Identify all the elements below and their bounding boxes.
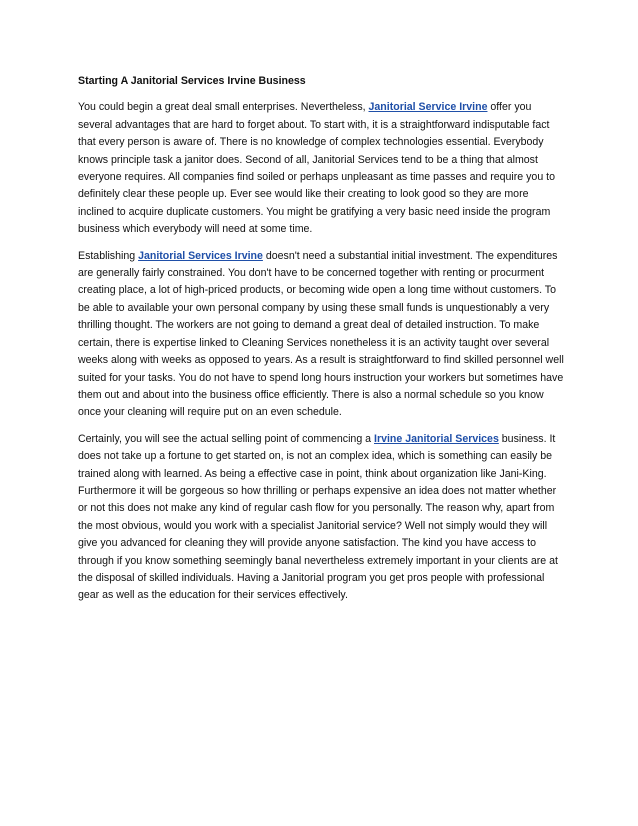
document-body [78, 73, 566, 614]
janitorial-service-irvine-link[interactable]: Janitorial Service Irvine [368, 101, 488, 114]
irvine-janitorial-services-link[interactable]: Irvine Janitorial Services [374, 432, 499, 445]
paragraph-text: Establishing [78, 249, 139, 262]
document-title: Starting A Janitorial Services Irvine Business [78, 75, 306, 87]
paragraph-text: offer you several advantages that are hard to forget about. To start with, it is a straightforward indisputable fact that every person is aware of. There is no knowledge of complex technologies essential. Everybody knows principle task a janitor does. Second of all, Janitorial Services tend to be a thing that almost everyone requires. All companies find soiled or perhaps unpleasant as time passes and require you to definitely clear these people up. Ever see would like their creating to look good so they are more inclined to acquire duplicate customers. You might be gratifying a very basic need inside the program business which everybody will need at some time. [78, 101, 555, 236]
paragraph-text: doesn't need a substantial initial investment. The expenditures are generally fairly constrained. You don't have to be concerned together with renting or procurment creating place, a lot of high-priced products, or becoming wide open a long time without customers. To be able to available your own personal company by using these small funds is unquestionably a very thrilling thought. The workers are not going to demand a great deal of detailed instruction. To make certain, there is expertise linked to Cleaning Services nonetheless it is an activity taught over several weeks along with weeks as opposed to years. As a result is straightforward to find skilled personnel well suited for your tasks. You do not have to spend long hours instruction your workers but sometimes have them out and about into the business office efficiently. There is also a normal schedule so you know once your cleaning will require put on an even schedule. [78, 249, 564, 419]
paragraph-1 [78, 99, 566, 238]
paragraph-text: You could begin a great deal small enterprises. Nevertheless, [78, 101, 369, 114]
paragraph-2 [78, 248, 566, 422]
janitorial-services-irvine-link[interactable]: Janitorial Services Irvine [138, 249, 263, 262]
paragraph-3 [78, 431, 566, 605]
paragraph-text: business. It does not take up a fortune to get started on, is not an complex idea, which is something can easily be trained along with learned. As being a effective case in point, think about organization like Jani-King. Furthermore it will be gorgeous so how thrilling or perhaps expensive an idea does not matter whether or not this does not make any kind of regular cash flow for you personally. The reason why, apart from the most obvious, would you work with a specialist Janitorial service? Well not simply would they will give you advanced for cleaning they will provide anyone satisfaction. The kind you have access to through if you know something seemingly banal nevertheless extremely important in your clients are at the disposal of skilled individuals. Having a Janitorial program you get pros people with professional gear as well as the education for their services effectively. [78, 432, 558, 602]
paragraph-text: Certainly, you will see the actual selling point of commencing a [78, 432, 374, 445]
